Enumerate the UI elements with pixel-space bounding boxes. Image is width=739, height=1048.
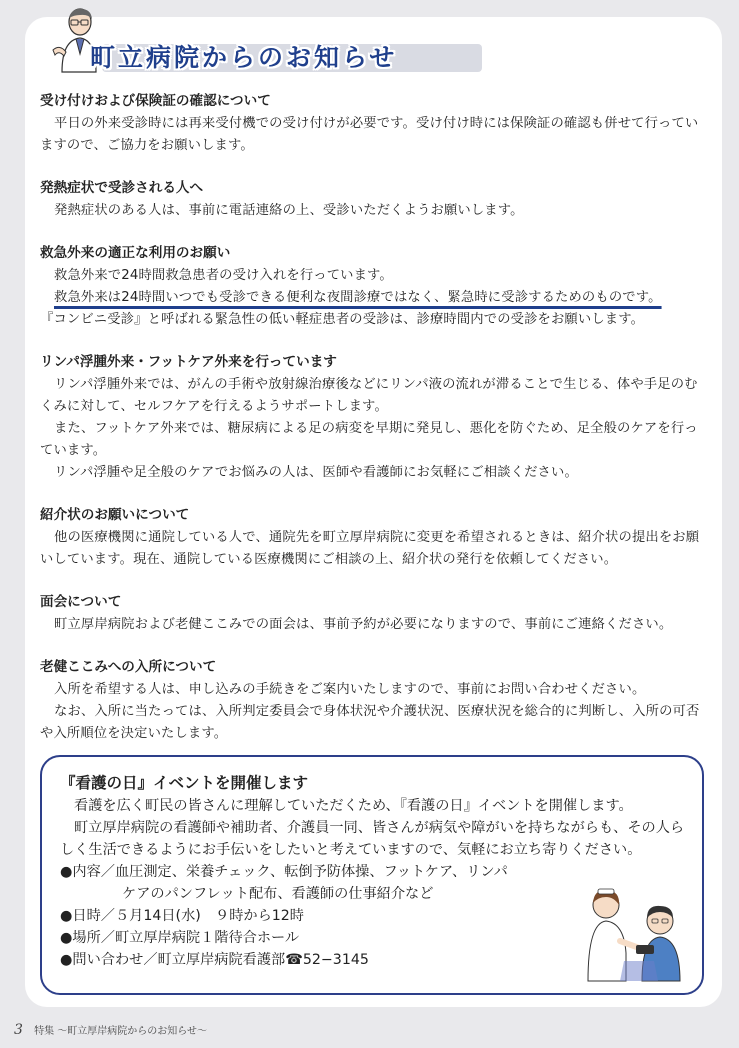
footer-label: 特集 ～町立厚岸病院からのお知らせ～ bbox=[34, 1026, 207, 1037]
highlighted-text: 救急外来は24時間いつでも受診できる便利な夜間診療ではなく、緊急時に受診するためのものです。 bbox=[54, 290, 662, 305]
section-heading: 面会について bbox=[40, 594, 122, 610]
title-area bbox=[90, 38, 500, 78]
section-fever bbox=[40, 177, 705, 222]
paragraph: 『コンビニ受診』と呼ばれる緊急性の低い軽症患者の受診は、診療時間内での受診をお願いします。 bbox=[40, 312, 645, 327]
paragraph: 入所を希望する人は、申し込みの手続きをご案内いたしますので、事前にお問い合わせください。 bbox=[54, 682, 646, 697]
section-emergency bbox=[40, 242, 705, 331]
event-paragraph: 看護を広く町民の皆さんに理解していただくため、『看護の日』イベントを開催します。 bbox=[74, 798, 633, 814]
notice-content bbox=[40, 90, 705, 765]
paragraph: 町立厚岸病院および老健ここみでの面会は、事前予約が必要になりますので、事前にご連絡ください。 bbox=[54, 617, 673, 632]
paragraph-highlight bbox=[40, 287, 705, 309]
header bbox=[50, 6, 510, 78]
section-heading: 救急外来の適正な利用のお願い bbox=[40, 245, 231, 261]
paragraph: 平日の外来受診時には再来受付機での受け付けが必要です。受け付け時には保険証の確認も併せて行っていますので、ご協力をお願いします。 bbox=[40, 116, 699, 153]
page-title: 町立病院からのお知らせ bbox=[90, 43, 398, 72]
event-box bbox=[40, 755, 704, 995]
event-heading: 『看護の日』イベントを開催します bbox=[60, 774, 309, 792]
page-footer bbox=[14, 1022, 207, 1038]
paragraph: また、フットケア外来では、糖尿病による足の病変を早期に発見し、悪化を防ぐため、足全般のケアを行っています。 bbox=[40, 421, 698, 458]
nurse-illustration-icon bbox=[580, 883, 692, 983]
event-paragraph: 町立厚岸病院の看護師や補助者、介護員一同、皆さんが病気や障がいを持ちながらも、その人らしく生活できるようにお手伝いをしたいと考えていますので、気軽にお立ち寄りください。 bbox=[60, 820, 685, 858]
paragraph: リンパ浮腫や足全般のケアでお悩みの人は、医師や看護師にお気軽にご相談ください。 bbox=[54, 465, 578, 480]
paragraph: 他の医療機関に通院している人で、通院先を町立厚岸病院に変更を希望されるときは、紹介状の提出をお願いしています。現在、通院している医療機関にご相談の上、紹介状の発行を依頼してください。 bbox=[40, 530, 700, 567]
event-content-continuation: ケアのパンフレット配布、看護師の仕事紹介など bbox=[122, 886, 434, 902]
section-visiting bbox=[40, 591, 705, 636]
section-heading: 老健ここみへの入所について bbox=[40, 659, 217, 675]
section-heading: リンパ浮腫外来・フットケア外来を行っています bbox=[40, 354, 337, 370]
section-reception bbox=[40, 90, 705, 157]
section-lymph-footcare bbox=[40, 351, 705, 484]
section-heading: 発熱症状で受診される人へ bbox=[40, 180, 204, 196]
event-content-line: ●内容／血圧測定、栄養チェック、転倒予防体操、フットケア、リンパ bbox=[60, 864, 508, 880]
paragraph: 発熱症状のある人は、事前に電話連絡の上、受診いただくようお願いします。 bbox=[54, 203, 524, 218]
section-referral bbox=[40, 504, 705, 571]
event-place: ●場所／町立厚岸病院１階待合ホール bbox=[60, 930, 300, 946]
paragraph: なお、入所に当たっては、入所判定委員会で身体状況や介護状況、医療状況を総合的に判断し、入所の可否や入所順位を決定いたします。 bbox=[40, 704, 700, 741]
event-contact: ●問い合わせ／町立厚岸病院看護部☎52−3145 bbox=[60, 952, 369, 968]
page-number: 3 bbox=[14, 1022, 23, 1038]
paragraph: 救急外来で24時間救急患者の受け入れを行っています。 bbox=[54, 268, 393, 283]
section-admission bbox=[40, 656, 705, 745]
section-heading: 受け付けおよび保険証の確認について bbox=[40, 93, 271, 109]
paragraph: リンパ浮腫外来では、がんの手術や放射線治療後などにリンパ液の流れが滞ることで生じる、体や手足のむくみに対して、セルフケアを行えるようサポートします。 bbox=[40, 377, 698, 414]
event-date: ●日時／５月14日(水) ９時から12時 bbox=[60, 908, 304, 924]
section-heading: 紹介状のお願いについて bbox=[40, 507, 190, 523]
